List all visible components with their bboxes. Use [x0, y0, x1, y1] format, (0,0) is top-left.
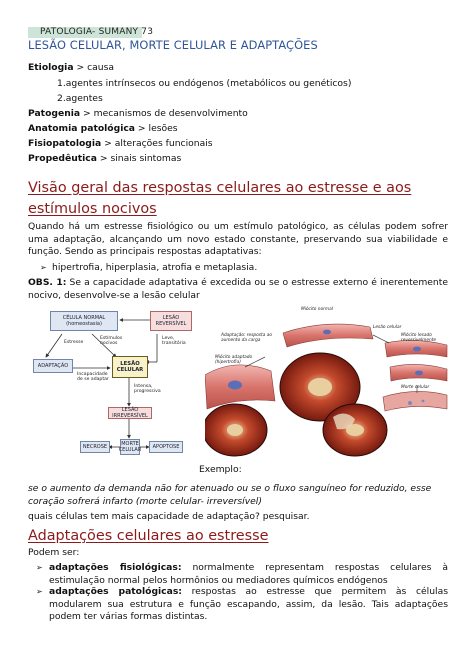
box-cell-death: MORTE CELULAR [118, 441, 142, 453]
label-intense-progressive: Intensa, progressiva [134, 384, 161, 395]
label-inability-adapt: Incapacidade de se adaptar [77, 372, 109, 383]
propedeutica-label: Propedêutica [28, 153, 97, 164]
pathological-text: respostas ao estresse que permitem às células modularem sua estrutura e função escapando, assim, da lesão. Tais adaptações podem ter várias formas distintas. [49, 586, 448, 623]
page-title: LESÃO CELULAR, MORTE CELULAR E ADAPTAÇÕES [28, 38, 318, 52]
research-question: quais células tem mais capacidade de adaptação? pesquisar. [28, 511, 310, 522]
physiological-text: normalmente representam respostas celulares à estimulação normal pelos hormônios ou mediadores químicos endógenos [49, 562, 448, 586]
adaptive-responses-text: hipertrofia, hiperplasia, atrofia e metaplasia. [52, 262, 258, 273]
arrow-bullet-icon: ➢ [36, 587, 43, 596]
label-adaptation-response: Adaptação: resposta ao aumento da carga [221, 333, 272, 343]
pathological-label: adaptações patológicas: [49, 586, 182, 597]
physiological-label: adaptações fisiológicas: [49, 562, 182, 573]
etiologia-item-1: 1.agentes intrínsecos ou endógenos (metabólicos ou genéticos) [57, 78, 352, 89]
label-reversibly-injured-myocyte: Miócito lesado reversivelmente [401, 333, 437, 343]
box-necrosis: NECROSE [80, 441, 110, 453]
etiologia-label: Etiologia [28, 62, 74, 73]
section-heading-overview-1: Visão geral das respostas celulares ao estresse e aos [28, 180, 412, 196]
patogenia-value: > mecanismos de desenvolvimento [80, 108, 248, 119]
adaptation-item-physiological [36, 562, 448, 587]
example-label: Exemplo: [199, 464, 242, 475]
label-adapted-myocyte: Miócito adaptado (hipertrofia) [215, 355, 253, 365]
diagram-arrows [32, 310, 202, 460]
label-reversible-cell-injury: Lesão celular [373, 325, 402, 330]
myocyte-illustration [205, 305, 450, 460]
box-reversible-injury: LESÃO REVERSÍVEL [150, 311, 192, 331]
illustration-drawing [205, 305, 450, 460]
arrow-bullet-icon: ➢ [40, 263, 47, 272]
overview-paragraph: Quando há um estresse fisiológico ou um estímulo patológico, as células podem sofrer uma adaptação, alcançando um novo estado constante, preservando sua viabilidade e função. Sendo as principais respostas adaptativas: [28, 221, 448, 258]
label-normal-myocyte: Miócito normal [301, 307, 333, 312]
cell-response-diagram [32, 310, 202, 460]
adaptations-intro: Podem ser: [28, 547, 80, 558]
obs-label: OBS. 1: [28, 277, 67, 288]
label-stress: Estresse [64, 340, 84, 345]
anatomia-value: > lesões [135, 123, 178, 134]
def-etiologia [28, 62, 114, 73]
adaptive-responses-bullet [40, 262, 257, 273]
label-noxious-stimuli: Estímulos nocivos [100, 336, 123, 347]
patogenia-label: Patogenia [28, 108, 81, 119]
def-anatomia [28, 123, 178, 134]
box-irreversible-injury: LESÃO IRREVERSÍVEL [108, 407, 152, 419]
arrow-bullet-icon: ➢ [36, 563, 43, 572]
def-patogenia [28, 108, 248, 119]
anatomia-label: Anatomia patológica [28, 123, 135, 134]
fisiopatologia-label: Fisiopatologia [28, 138, 102, 149]
obs-paragraph [28, 277, 448, 302]
section-heading-overview-2: estímulos nocivos [28, 201, 157, 217]
header-course: PATOLOGIA- SUMANY 73 [40, 27, 154, 37]
box-apoptosis: APOPTOSE [149, 441, 183, 453]
example-line-1: se o aumento da demanda não for atenuado ou se o fluxo sanguíneo for reduzido, esse [28, 483, 432, 494]
box-normal-cell: CÉLULA NORMAL (homeostasia) [50, 311, 118, 331]
def-fisiopatologia [28, 138, 213, 149]
box-cell-injury: LESÃO CELULAR [112, 356, 148, 378]
propedeutica-value: > sinais sintomas [96, 153, 182, 164]
box-adaptation: ADAPTAÇÃO [33, 359, 73, 373]
label-cell-death: Morte celular [401, 385, 430, 390]
section-heading-adaptations: Adaptações celulares ao estresse [28, 528, 269, 544]
fisiopatologia-value: > alterações funcionais [101, 138, 213, 149]
adaptation-item-pathological [36, 586, 448, 624]
label-mild-transient: Leve, transitória [162, 336, 186, 347]
example-line-2: coração sofrerá infarto (morte celular- irreversível) [28, 496, 262, 507]
etiologia-item-2: 2.agentes [57, 93, 103, 104]
obs-text: Se a capacidade adaptativa é excedida ou se o estresse externo é inerentemente nocivo, desenvolve-se a lesão celular [28, 277, 449, 301]
def-propedeutica [28, 153, 181, 164]
etiologia-value: > causa [73, 62, 114, 73]
